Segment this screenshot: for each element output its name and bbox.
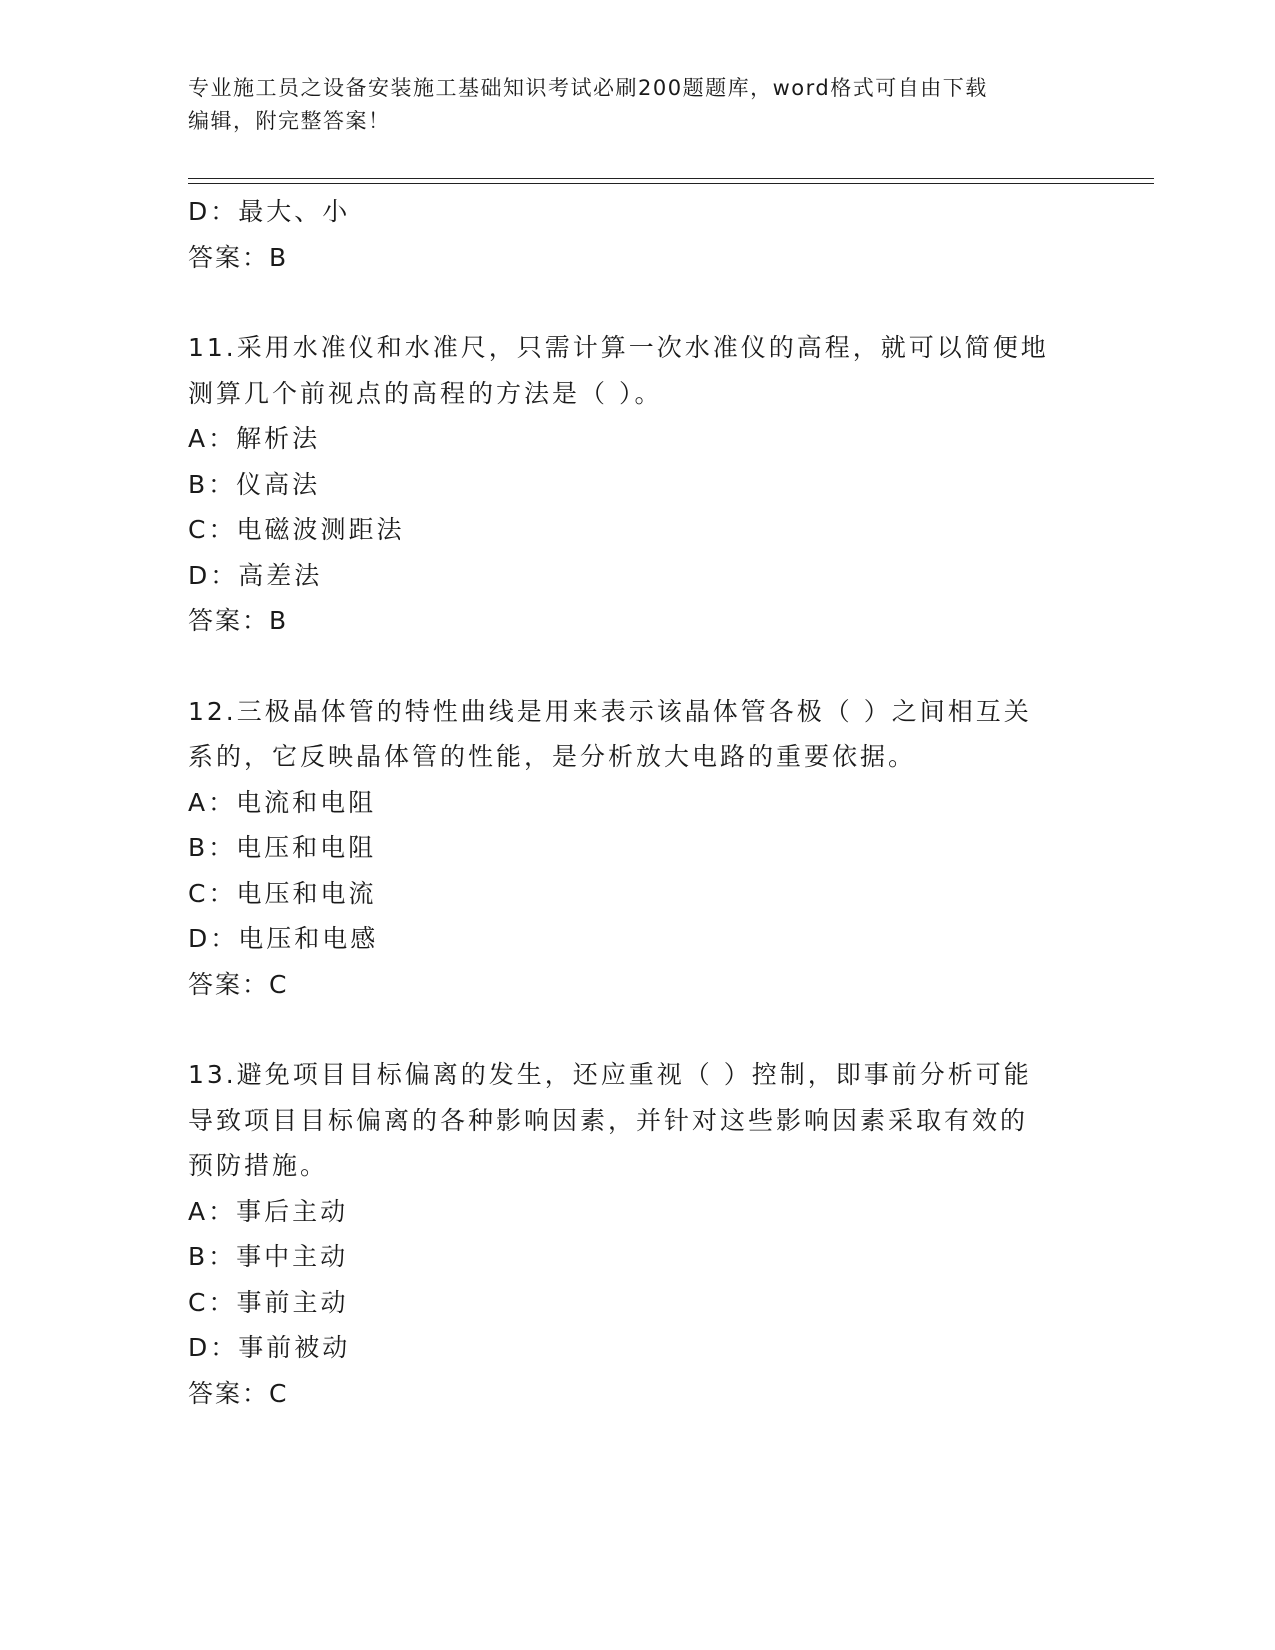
option-a: A：解析法	[188, 424, 321, 453]
stem-line: 12.三极晶体管的特性曲线是用来表示该晶体管各极（ ）之间相互关	[188, 696, 1032, 726]
stem-line: 11.采用水准仪和水准尺，只需计算一次水准仪的高程，就可以简便地	[188, 333, 1049, 362]
question-11	[188, 325, 1088, 644]
spacer	[188, 1007, 1088, 1052]
answer-line: 答案：B	[188, 242, 289, 272]
question-stem	[188, 689, 1088, 780]
question-stem	[188, 1052, 1088, 1189]
stem-line: 导致项目目标偏离的各种影响因素，并针对这些影响因素采取有效的	[188, 1105, 1029, 1135]
spacer	[188, 644, 1088, 689]
header-rule-bottom	[188, 183, 1154, 184]
option-c: C：电磁波测距法	[188, 515, 405, 544]
stem-line: 测算几个前视点的高程的方法是（ ）。	[188, 378, 663, 408]
header-line-2: 编辑，附完整答案！	[188, 109, 391, 133]
option-d: D：电压和电感	[188, 924, 379, 953]
answer-line: 答案：C	[188, 969, 289, 999]
stem-line: 13.避免项目目标偏离的发生，还应重视（ ）控制，即事前分析可能	[188, 1060, 1032, 1089]
question-stem	[188, 325, 1088, 416]
answer-line: 答案：C	[188, 1378, 289, 1408]
previous-question-tail	[188, 189, 1088, 280]
stem-line: 系的，它反映晶体管的性能，是分析放大电路的重要依据。	[188, 742, 917, 771]
option-d: D：最大、小	[188, 197, 351, 226]
question-13	[188, 1052, 1088, 1416]
answer-line: 答案：B	[188, 606, 289, 635]
question-content	[188, 189, 1088, 1416]
stem-line: 预防措施。	[188, 1151, 329, 1180]
spacer	[188, 280, 1088, 325]
option-a: A：事后主动	[188, 1196, 349, 1226]
option-b: B：事中主动	[188, 1242, 349, 1271]
option-b: B：仪高法	[188, 469, 321, 499]
header-rule-top	[188, 178, 1154, 179]
question-12	[188, 689, 1088, 1008]
option-c: C：电压和电流	[188, 878, 377, 908]
option-a: A：电流和电阻	[188, 787, 377, 817]
option-d: D：高差法	[188, 560, 323, 590]
document-header	[188, 72, 1088, 138]
option-b: B：电压和电阻	[188, 833, 377, 862]
option-d: D：事前被动	[188, 1333, 351, 1362]
header-line-1: 专业施工员之设备安装施工基础知识考试必刷200题题库，word格式可自由下载	[188, 76, 988, 100]
option-c: C：事前主动	[188, 1287, 349, 1317]
